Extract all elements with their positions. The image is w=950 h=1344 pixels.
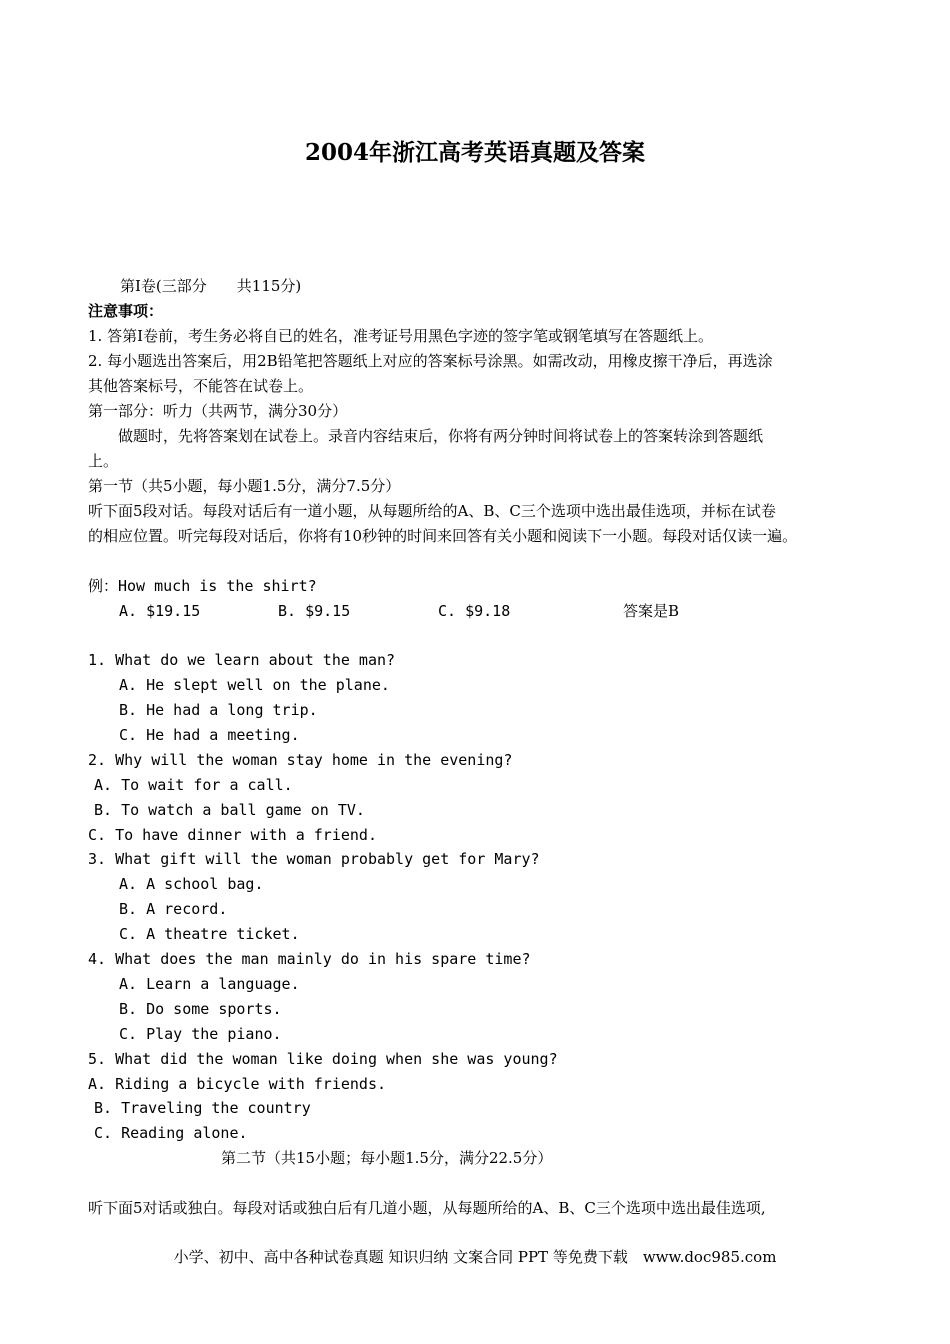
question-5-option-b: B. Traveling the country (94, 1099, 311, 1117)
section2-instruction: 听下面5对话或独白。每段对话或独白后有几道小题，从每题所给的A、B、C三个选项中选出最佳选项, (88, 1199, 766, 1217)
page-title: 2004年浙江高考英语真题及答案 (304, 139, 645, 166)
question-2-option-a: A. To wait for a call. (94, 776, 293, 794)
question-2-option-c: C. To have dinner with a friend. (88, 826, 377, 844)
page-footer: 小学、初中、高中各种试卷真题 知识归纳 文案合同 PPT 等免费下载 www.doc985.com (173, 1248, 777, 1266)
notice-item-2-line-1: 2. 每小题选出答案后，用2B铅笔把答题纸上对应的答案标号涂黑。如需改动，用橡皮擦干净后，再选涂 (88, 352, 773, 370)
question-5-option-c: C. Reading alone. (94, 1124, 248, 1142)
question-4: 4. What does the man mainly do in his spare time? (88, 950, 531, 968)
notice-item-1: 1. 答第Ⅰ卷前，考生务必将自已的姓名，准考证号用黑色字迹的签字笔或钢笔填写在答题纸上。 (88, 327, 714, 345)
question-3-option-c: C. A theatre ticket. (119, 925, 300, 943)
example-question: 例：How much is the shirt? (88, 577, 317, 595)
question-4-option-c: C. Play the piano. (119, 1025, 282, 1043)
question-4-option-a: A. Learn a language. (119, 975, 300, 993)
question-1-option-a: A. He slept well on the plane. (119, 676, 390, 694)
question-1: 1. What do we learn about the man? (88, 651, 396, 669)
question-4-option-b: B. Do some sports. (119, 1000, 282, 1018)
example-answer: 答案是B (623, 602, 680, 620)
question-3-option-a: A. A school bag. (119, 875, 264, 893)
section2-heading: 第二节（共15小题；每小题1.5分，满分22.5分） (221, 1149, 553, 1167)
part1-instruction-line-1: 做题时，先将答案划在试卷上。录音内容结束后，你将有两分钟时间将试卷上的答案转涂到答题纸 (88, 427, 764, 445)
question-1-option-c: C. He had a meeting. (119, 726, 300, 744)
part1-instruction-line-2: 上。 (88, 452, 119, 470)
section1-instruction-line-1: 听下面5段对话。每段对话后有一道小题，从每题所给的A、B、C三个选项中选出最佳选项，并标在试卷 (88, 502, 776, 520)
paper-header: 第Ⅰ卷(三部分 共115分) (120, 277, 302, 295)
notice-heading: 注意事项： (88, 302, 164, 320)
example-option-c: C. $9.18 (438, 602, 511, 620)
example-option-b: B. $9.15 (278, 602, 351, 620)
notice-item-2-line-2: 其他答案标号，不能答在试卷上。 (88, 377, 314, 395)
question-2: 2. Why will the woman stay home in the evening? (88, 751, 513, 769)
section1-heading: 第一节（共5小题，每小题1.5分，满分7.5分） (88, 477, 401, 495)
example-options (0, 601, 950, 621)
question-3-option-b: B. A record. (119, 900, 228, 918)
question-3: 3. What gift will the woman probably get for Mary? (88, 850, 540, 868)
question-5: 5. What did the woman like doing when she was young? (88, 1050, 558, 1068)
part1-heading: 第一部分：听力（共两节，满分30分） (88, 402, 348, 420)
section1-instruction-line-2: 的相应位置。听完每段对话后，你将有10秒钟的时间来回答有关小题和阅读下一小题。每段对话仅读一遍。 (88, 527, 798, 545)
example-option-a: A. $19.15 (119, 602, 201, 620)
question-5-option-a: A. Riding a bicycle with friends. (88, 1075, 387, 1093)
question-1-option-b: B. He had a long trip. (119, 701, 318, 719)
question-2-option-b: B. To watch a ball game on TV. (94, 801, 365, 819)
